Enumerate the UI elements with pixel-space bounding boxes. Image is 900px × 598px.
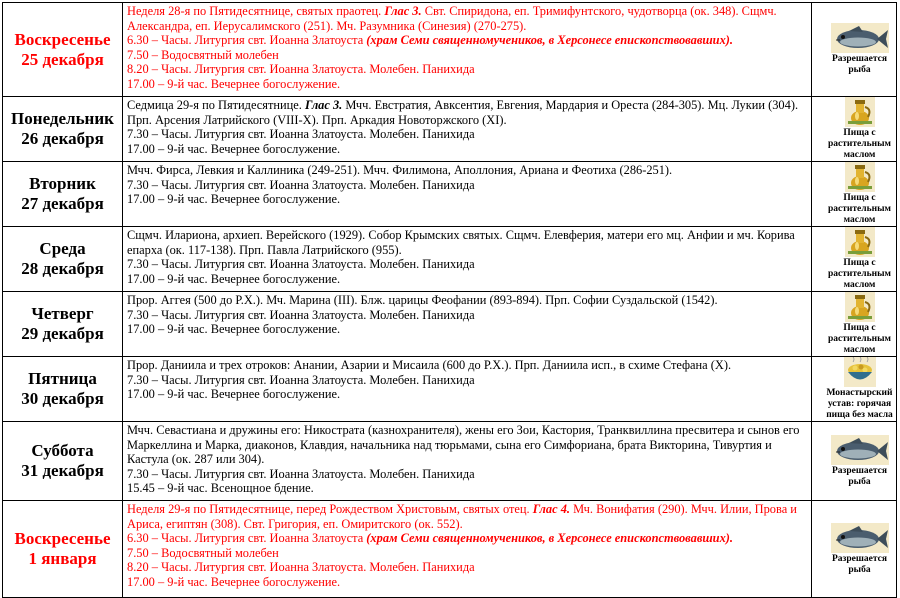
food-rule-cell [823, 422, 897, 501]
text-segment: 7.30 – Часы. Литургия свт. Иоанна Златоуста. Молебен. Панихида [127, 177, 475, 192]
text-segment: 7.30 – Часы. Литургия свт. Иоанна Златоуста. Молебен. Панихида [127, 127, 475, 141]
service-line [127, 481, 807, 496]
day-name: Пятница [28, 369, 97, 388]
spacer-cell [812, 227, 824, 292]
service-line [127, 4, 807, 33]
day-cell [3, 292, 123, 357]
day-cell [3, 3, 123, 97]
day-row [3, 357, 897, 422]
service-cell [123, 227, 812, 292]
text-segment: Мчч. Севастиана и дружины его: Никострата (казнохранителя), жены его Зои, Кастория, Транквиллина пресвитера и сынов его Маркеллина и Марка, диаконов, Клавдия, начальника над тюрьмами, сына его Симфориана, брата Викторина, Тивуртия и Кастула (ок. 287 или 304). [127, 423, 800, 466]
text-segment: Мч. Вонифатия (290). Мчч. Илии, Прова и Ариса, египтян (308). Свт. Григория, еп. Омиритского (ок. 552). [127, 502, 797, 531]
service-line [127, 560, 807, 575]
service-line [127, 293, 807, 308]
day-row [3, 292, 897, 357]
service-line [127, 575, 807, 590]
service-line [127, 98, 807, 127]
text-segment: Неделя 28-я по Пятидесятнице, святых праотец. [127, 4, 382, 18]
service-line [127, 308, 807, 323]
service-line [127, 322, 807, 337]
service-cell [123, 162, 812, 227]
day-row [3, 501, 897, 598]
service-line [127, 33, 807, 48]
day-name: Вторник [29, 174, 96, 193]
oil-jug-icon [845, 227, 875, 257]
day-date: 30 декабря [21, 389, 104, 408]
day-date: 29 декабря [21, 324, 104, 343]
service-line [127, 502, 807, 531]
day-name: Суббота [31, 441, 94, 460]
fish-icon [831, 23, 889, 53]
text-segment: 6.30 – Часы. Литургия свт. Иоанна Златоуста [127, 33, 364, 47]
text-segment: 17.00 – 9-й час. Вечернее богослужение. [127, 76, 341, 91]
text-segment: (храм Семи священномучеников, в Херсонесе епископствовавших). [363, 33, 733, 47]
text-segment: 17.00 – 9-й час. Вечернее богослужение. [127, 387, 341, 401]
service-line [127, 62, 807, 77]
food-rule-label: Разрешается рыба [832, 553, 887, 575]
day-cell [3, 162, 123, 227]
service-line [127, 546, 807, 561]
day-name: Среда [39, 239, 86, 258]
service-line [127, 467, 807, 482]
service-line [127, 48, 807, 63]
text-segment: 7.30 – Часы. Литургия свт. Иоанна Златоуста. Молебен. Панихида [127, 466, 475, 481]
text-segment: 7.50 – Водосвятный молебен [127, 545, 279, 560]
food-rule-cell [823, 357, 897, 422]
text-segment: Прор. Даниила и трех отроков: Анании, Азарии и Мисаила (600 до Р.Х.). Прп. Даниила исп., в схиме Стефана (X). [127, 358, 732, 372]
service-line [127, 127, 807, 142]
day-cell [3, 422, 123, 501]
hot-food-pot-icon [844, 357, 876, 387]
oil-jug-icon [845, 97, 875, 127]
day-date: 27 декабря [21, 194, 104, 213]
text-segment: Собор Крымских святых [365, 228, 500, 242]
text-segment: 17.00 – 9-й час. Вечернее богослужение. [127, 192, 341, 206]
text-segment: 6.30 – Часы. Литургия свт. Иоанна Златоуста [127, 531, 364, 545]
text-segment: 17.00 – 9-й час. Вечернее богослужение. [127, 141, 341, 156]
day-date: 28 декабря [21, 259, 104, 278]
spacer-cell [812, 357, 824, 422]
text-segment: Глас 3. [381, 4, 422, 18]
food-rule-cell [823, 501, 897, 598]
day-row [3, 227, 897, 292]
day-row [3, 3, 897, 97]
text-segment: Глас 3. [301, 98, 343, 112]
spacer-cell [812, 292, 824, 357]
food-rule-cell [823, 3, 897, 97]
text-segment: (храм Семи священномучеников, в Херсонесе епископствовавших). [363, 531, 733, 545]
service-line [127, 257, 807, 272]
text-segment: . Сщмч. Елевферия, матери его мц. Анфии и мч. Корива епарха (ок. 117-138). Прп. Павла Латрийского (955). [127, 228, 795, 257]
text-segment: 17.00 – 9-й час. Вечернее богослужение. [127, 574, 341, 589]
oil-jug-icon [845, 162, 875, 192]
day-row [3, 422, 897, 501]
text-segment: Глас 4. [529, 502, 570, 516]
service-line [127, 178, 807, 193]
text-segment: 15.45 – 9-й час. Всенощное бдение. [127, 481, 314, 495]
spacer-cell [812, 162, 824, 227]
food-rule-cell [823, 292, 897, 357]
service-line [127, 228, 807, 257]
food-rule-label: Пища с растительным маслом [828, 193, 891, 225]
service-cell [123, 501, 812, 598]
day-date: 31 декабря [21, 461, 104, 480]
service-cell [123, 357, 812, 422]
text-segment: 7.30 – Часы. Литургия свт. Иоанна Златоуста. Молебен. Панихида [127, 307, 475, 322]
food-rule-label: Пища с растительным маслом [828, 128, 891, 160]
service-cell [123, 97, 812, 162]
text-segment: Сщмч. Илариона, архиеп. Верейского (1929). [127, 228, 366, 242]
text-segment: 8.20 – Часы. Литургия свт. Иоанна Златоуста. Молебен. Панихида [127, 560, 475, 574]
text-segment: Мчч. Евстратия, Авксентия, Евгения, Мардария и Ореста (284-305). Мц. Лукии (304). Прп. Арсения Латрийского (VIII-X). Прп. Аркадия Новоторжского (XI). [127, 98, 799, 127]
service-line [127, 423, 807, 467]
day-cell [3, 97, 123, 162]
day-cell [3, 357, 123, 422]
text-segment: Мчч. Фирса, Левкия и Каллиника (249-251). Мчч. Филимона, Аполлония, Ариана и Феотиха (286-251). [127, 163, 673, 177]
text-segment: 7.30 – Часы. Литургия свт. Иоанна Златоуста. Молебен. Панихида [127, 257, 475, 271]
fish-icon [831, 435, 889, 465]
text-segment: 7.30 – Часы. Литургия свт. Иоанна Златоуста. Молебен. Панихида [127, 372, 475, 387]
service-line [127, 531, 807, 546]
text-segment: 8.20 – Часы. Литургия свт. Иоанна Златоуста. Молебен. Панихида [127, 62, 475, 76]
day-name: Понедельник [11, 109, 114, 128]
service-line [127, 163, 807, 178]
food-rule-label: Пища с растительным маслом [828, 258, 891, 290]
spacer-cell [812, 97, 824, 162]
service-cell [123, 3, 812, 97]
text-segment: 17.00 – 9-й час. Вечернее богослужение. [127, 271, 341, 286]
service-line [127, 373, 807, 388]
day-row [3, 162, 897, 227]
food-rule-cell [823, 97, 897, 162]
spacer-cell [812, 501, 824, 598]
spacer-cell [812, 3, 824, 97]
day-name: Воскресенье [14, 529, 111, 548]
service-cell [123, 292, 812, 357]
service-line [127, 387, 807, 402]
service-line [127, 142, 807, 157]
oil-jug-icon [845, 292, 875, 322]
day-date: 26 декабря [21, 129, 104, 148]
service-line [127, 358, 807, 373]
text-segment: Прор. Аггея (500 до Р.Х.). Мч. Марина (III). Блж. царицы Феофании (893-894). Прп. Софии Суздальской (1542). [127, 293, 718, 307]
day-name: Воскресенье [14, 29, 111, 49]
food-rule-label: Пища с растительным маслом [828, 323, 891, 355]
service-line [127, 272, 807, 287]
food-rule-cell [823, 227, 897, 292]
spacer-cell [812, 422, 824, 501]
day-name: Четверг [31, 304, 94, 323]
fish-icon [831, 523, 889, 553]
text-segment: 17.00 – 9-й час. Вечернее богослужение. [127, 322, 341, 336]
day-row [3, 97, 897, 162]
text-segment: Свт. Спиридона, еп. Тримифунтского, чудотворца (ок. 348). Сщмч. Александра, еп. Иерусалимского (251). Мч. Разумника (Синезия) (270-275). [127, 4, 777, 33]
text-segment: Седмица 29-я по Пятидесятнице. [127, 98, 302, 112]
food-rule-cell [823, 162, 897, 227]
text-segment: Неделя 29-я по Пятидесятнице, перед Рождеством Христовым, святых отец. [127, 502, 530, 516]
food-rule-label: Монастырский устав: горячая пища без масла [826, 388, 893, 420]
food-rule-label: Разрешается рыба [832, 54, 887, 75]
food-rule-label: Разрешается рыба [832, 465, 887, 487]
service-line [127, 77, 807, 92]
text-segment: 7.50 – Водосвятный молебен [127, 47, 279, 62]
service-cell [123, 422, 812, 501]
schedule-table [2, 2, 897, 598]
day-date: 1 января [28, 549, 97, 568]
day-cell [3, 501, 123, 598]
day-cell [3, 227, 123, 292]
day-date: 25 декабря [21, 49, 104, 69]
service-line [127, 192, 807, 207]
